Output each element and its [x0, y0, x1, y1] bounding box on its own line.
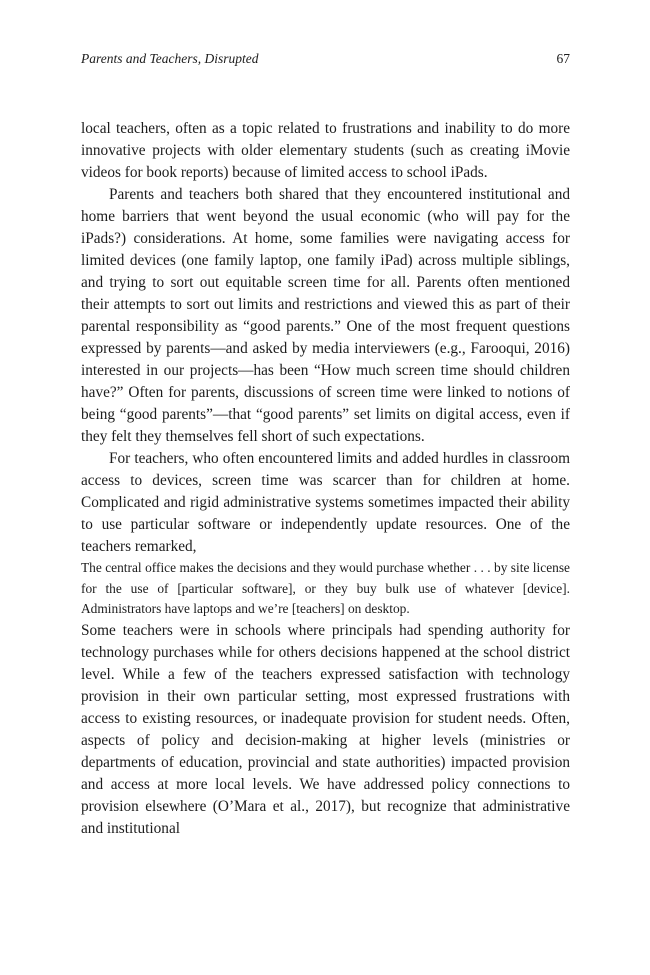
- running-head: [81, 51, 570, 71]
- running-title: Parents and Teachers, Disrupted: [81, 51, 259, 66]
- paragraph-4: Some teachers were in schools where principals had spending authority for technology purchases while for others decisions happened at the school district level. While a few of the teachers expressed satisfaction with technology provision in their own particular setting, most expressed frustrations with access to existing resources, or inadequate provision for student needs. Often, aspects of policy and decision-making at higher levels (ministries or departments of education, provincial and state authorities) impacted provision and access at more local levels. We have addressed policy connections to provision elsewhere (O’Mara et al., 2017), but recognize that administrative and institutional: [81, 621, 570, 837]
- paragraph-2: Parents and teachers both shared that they encountered institutional and home barriers that went beyond the usual economic (who will pay for the iPads?) considerations. At home, some families were navigating access for limited devices (one family laptop, one family iPad) across multiple siblings, and trying to sort out equitable screen time for all. Parents often mentioned their attempts to sort out limits and restrictions and viewed this as part of their parental responsibility as “good parents.” One of the most frequent questions expressed by parents—and asked by media interviewers (e.g., Farooqui, 2016) interested in our projects—has been “How much screen time should children have?” Often for parents, discussions of screen time were linked to notions of being “good parents”—that “good parents” set limits on digital access, even if they felt they themselves fell short of such expectations.: [81, 186, 570, 445]
- block-quote: The central office makes the decisions and they would purchase whether . . . by site license for the use of [particular software], or they buy bulk use of whatever [device]. Administrators have laptops and we’re [teachers] on desktop.: [81, 560, 570, 616]
- body-text: [81, 118, 570, 840]
- paragraph-3: For teachers, who often encountered limits and added hurdles in classroom access to devices, screen time was scarcer than for children at home. Complicated and rigid administrative systems sometimes impacted their ability to use particular software or independently update resources. One of the teachers remarked,: [81, 450, 570, 555]
- page-number: 67: [556, 51, 570, 66]
- paragraph-1: local teachers, often as a topic related to frustrations and inability to do more innovative projects with older elementary students (such as creating iMovie videos for book reports) because of limited access to school iPads.: [81, 120, 570, 181]
